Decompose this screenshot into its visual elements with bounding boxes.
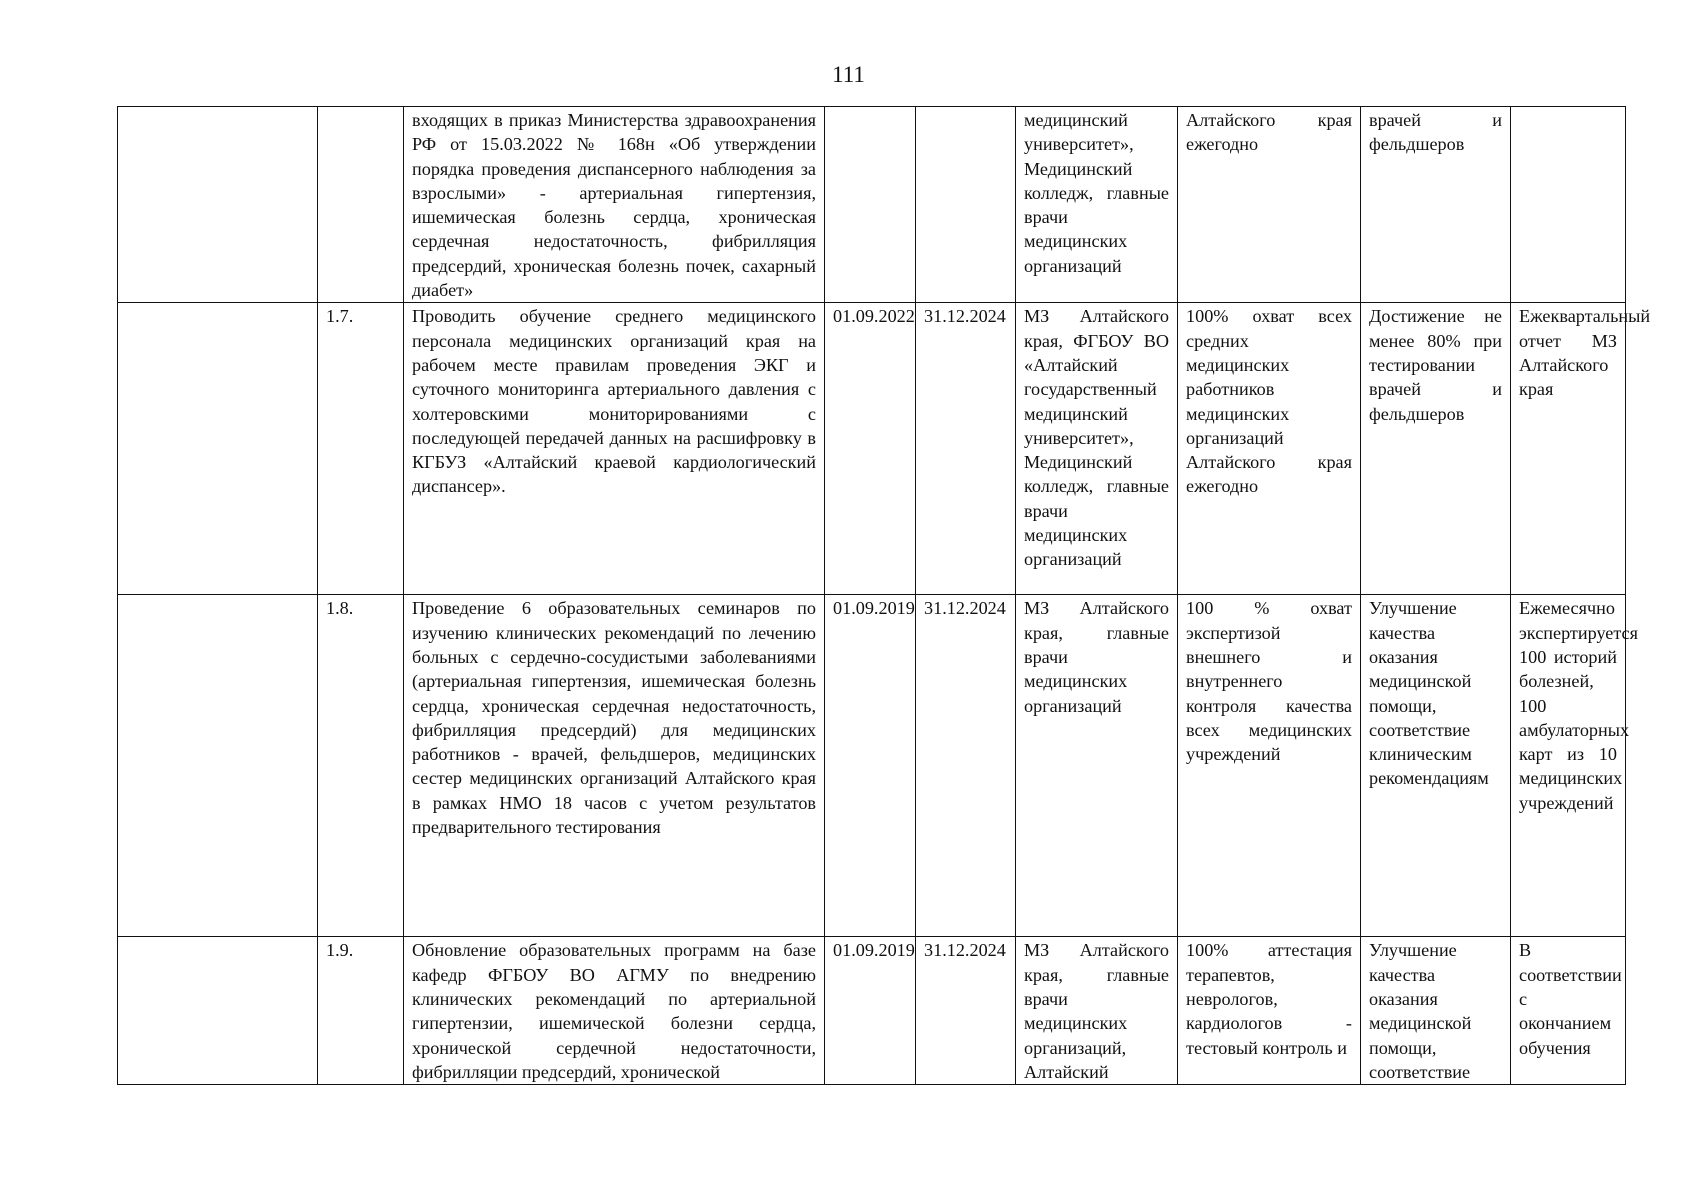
activity-description-cell: входящих в приказ Министерства здравоохранения РФ от 15.03.2022 № 168н «Об утверждении порядка проведения диспансерного наблюдения за взрослыми» - артериальная гипертензия, ишемическая болезнь сердца, хроническая сердечная недостаточность, фибрилляция предсердий, хроническая болезнь почек, сахарный диабет» bbox=[404, 107, 825, 303]
end-date-cell: 31.12.2024 bbox=[916, 303, 1016, 595]
indicator-cell: Алтайского края ежегодно bbox=[1178, 107, 1361, 303]
action-plan-table bbox=[117, 106, 1651, 1085]
report-cell bbox=[1511, 107, 1626, 303]
start-date-cell: 01.09.2019 bbox=[825, 937, 916, 1085]
indicator-cell: 100% охват всех средних медицинских работников медицинских организаций Алтайского края ежегодно bbox=[1178, 303, 1361, 595]
activity-description-cell: Проведение 6 образовательных семинаров по изучению клинических рекомендаций по лечению больных с сердечно-сосудистыми заболеваниями (артериальная гипертензия, ишемическая болезнь сердца, хроническая сердечная недостаточность, фибрилляция предсердий) для медицинских работников - врачей, фельдшеров, медицинских сестер медицинских организаций Алтайского края в рамках НМО 18 часов с учетом результатов предварительного тестирования bbox=[404, 595, 825, 937]
result-cell: Улучшение качества оказания медицинской помощи, соответствие bbox=[1361, 937, 1511, 1085]
end-date-cell: 31.12.2024 bbox=[916, 937, 1016, 1085]
indicator-cell: 100% аттестация терапевтов, неврологов, кардиологов - тестовый контроль и bbox=[1178, 937, 1361, 1085]
start-date-cell bbox=[825, 107, 916, 303]
indicator-cell: 100 % охват экспертизой внешнего и внутреннего контроля качества всех медицинских учреждений bbox=[1178, 595, 1361, 937]
report-cell: Ежеквартальный отчет МЗ Алтайского края bbox=[1511, 303, 1626, 595]
page-number: 111 bbox=[832, 62, 865, 87]
result-cell: Достижение не менее 80% при тестировании врачей и фельдшеров bbox=[1361, 303, 1511, 595]
blank-cell bbox=[118, 303, 318, 595]
blank-cell bbox=[118, 937, 318, 1085]
table-row bbox=[118, 107, 1626, 303]
report-cell: Ежемесячно экспертируется 100 историй болезней, 100 амбулаторных карт из 10 медицинских учреждений bbox=[1511, 595, 1626, 937]
executors-cell: МЗ Алтайского края, главные врачи медицинских организаций bbox=[1016, 595, 1178, 937]
row-number-cell: 1.9. bbox=[318, 937, 404, 1085]
activity-description-cell: Проводить обучение среднего медицинского персонала медицинских организаций края на рабочем месте правилам проведения ЭКГ и суточного мониторинга артериального давления с холтеровскими мониторированиями с последующей передачей данных на расшифровку в КГБУЗ «Алтайский краевой кардиологический диспансер». bbox=[404, 303, 825, 595]
table-row bbox=[118, 303, 1626, 595]
table-row bbox=[118, 937, 1626, 1085]
start-date-cell: 01.09.2022 bbox=[825, 303, 916, 595]
result-cell: Улучшение качества оказания медицинской помощи, соответствие клиническим рекомендациям bbox=[1361, 595, 1511, 937]
blank-cell bbox=[118, 107, 318, 303]
executors-cell: МЗ Алтайского края, главные врачи медицинских организаций, Алтайский bbox=[1016, 937, 1178, 1085]
end-date-cell bbox=[916, 107, 1016, 303]
result-cell: врачей и фельдшеров bbox=[1361, 107, 1511, 303]
end-date-cell: 31.12.2024 bbox=[916, 595, 1016, 937]
table-row bbox=[118, 595, 1626, 937]
report-cell: В соответствии с окончанием обучения bbox=[1511, 937, 1626, 1085]
blank-cell bbox=[118, 595, 318, 937]
row-number-cell: 1.7. bbox=[318, 303, 404, 595]
executors-cell: медицинский университет», Медицинский колледж, главные врачи медицинских организаций bbox=[1016, 107, 1178, 303]
start-date-cell: 01.09.2019 bbox=[825, 595, 916, 937]
row-number-cell bbox=[318, 107, 404, 303]
row-number-cell: 1.8. bbox=[318, 595, 404, 937]
activity-description-cell: Обновление образовательных программ на базе кафедр ФГБОУ ВО АГМУ по внедрению клинических рекомендаций по артериальной гипертензии, ишемической болезни сердца, хронической сердечной недостаточности, фибрилляции предсердий, хронической bbox=[404, 937, 825, 1085]
executors-cell: МЗ Алтайского края, ФГБОУ ВО «Алтайский государственный медицинский университет», Медицинский колледж, главные врачи медицинских организаций bbox=[1016, 303, 1178, 595]
